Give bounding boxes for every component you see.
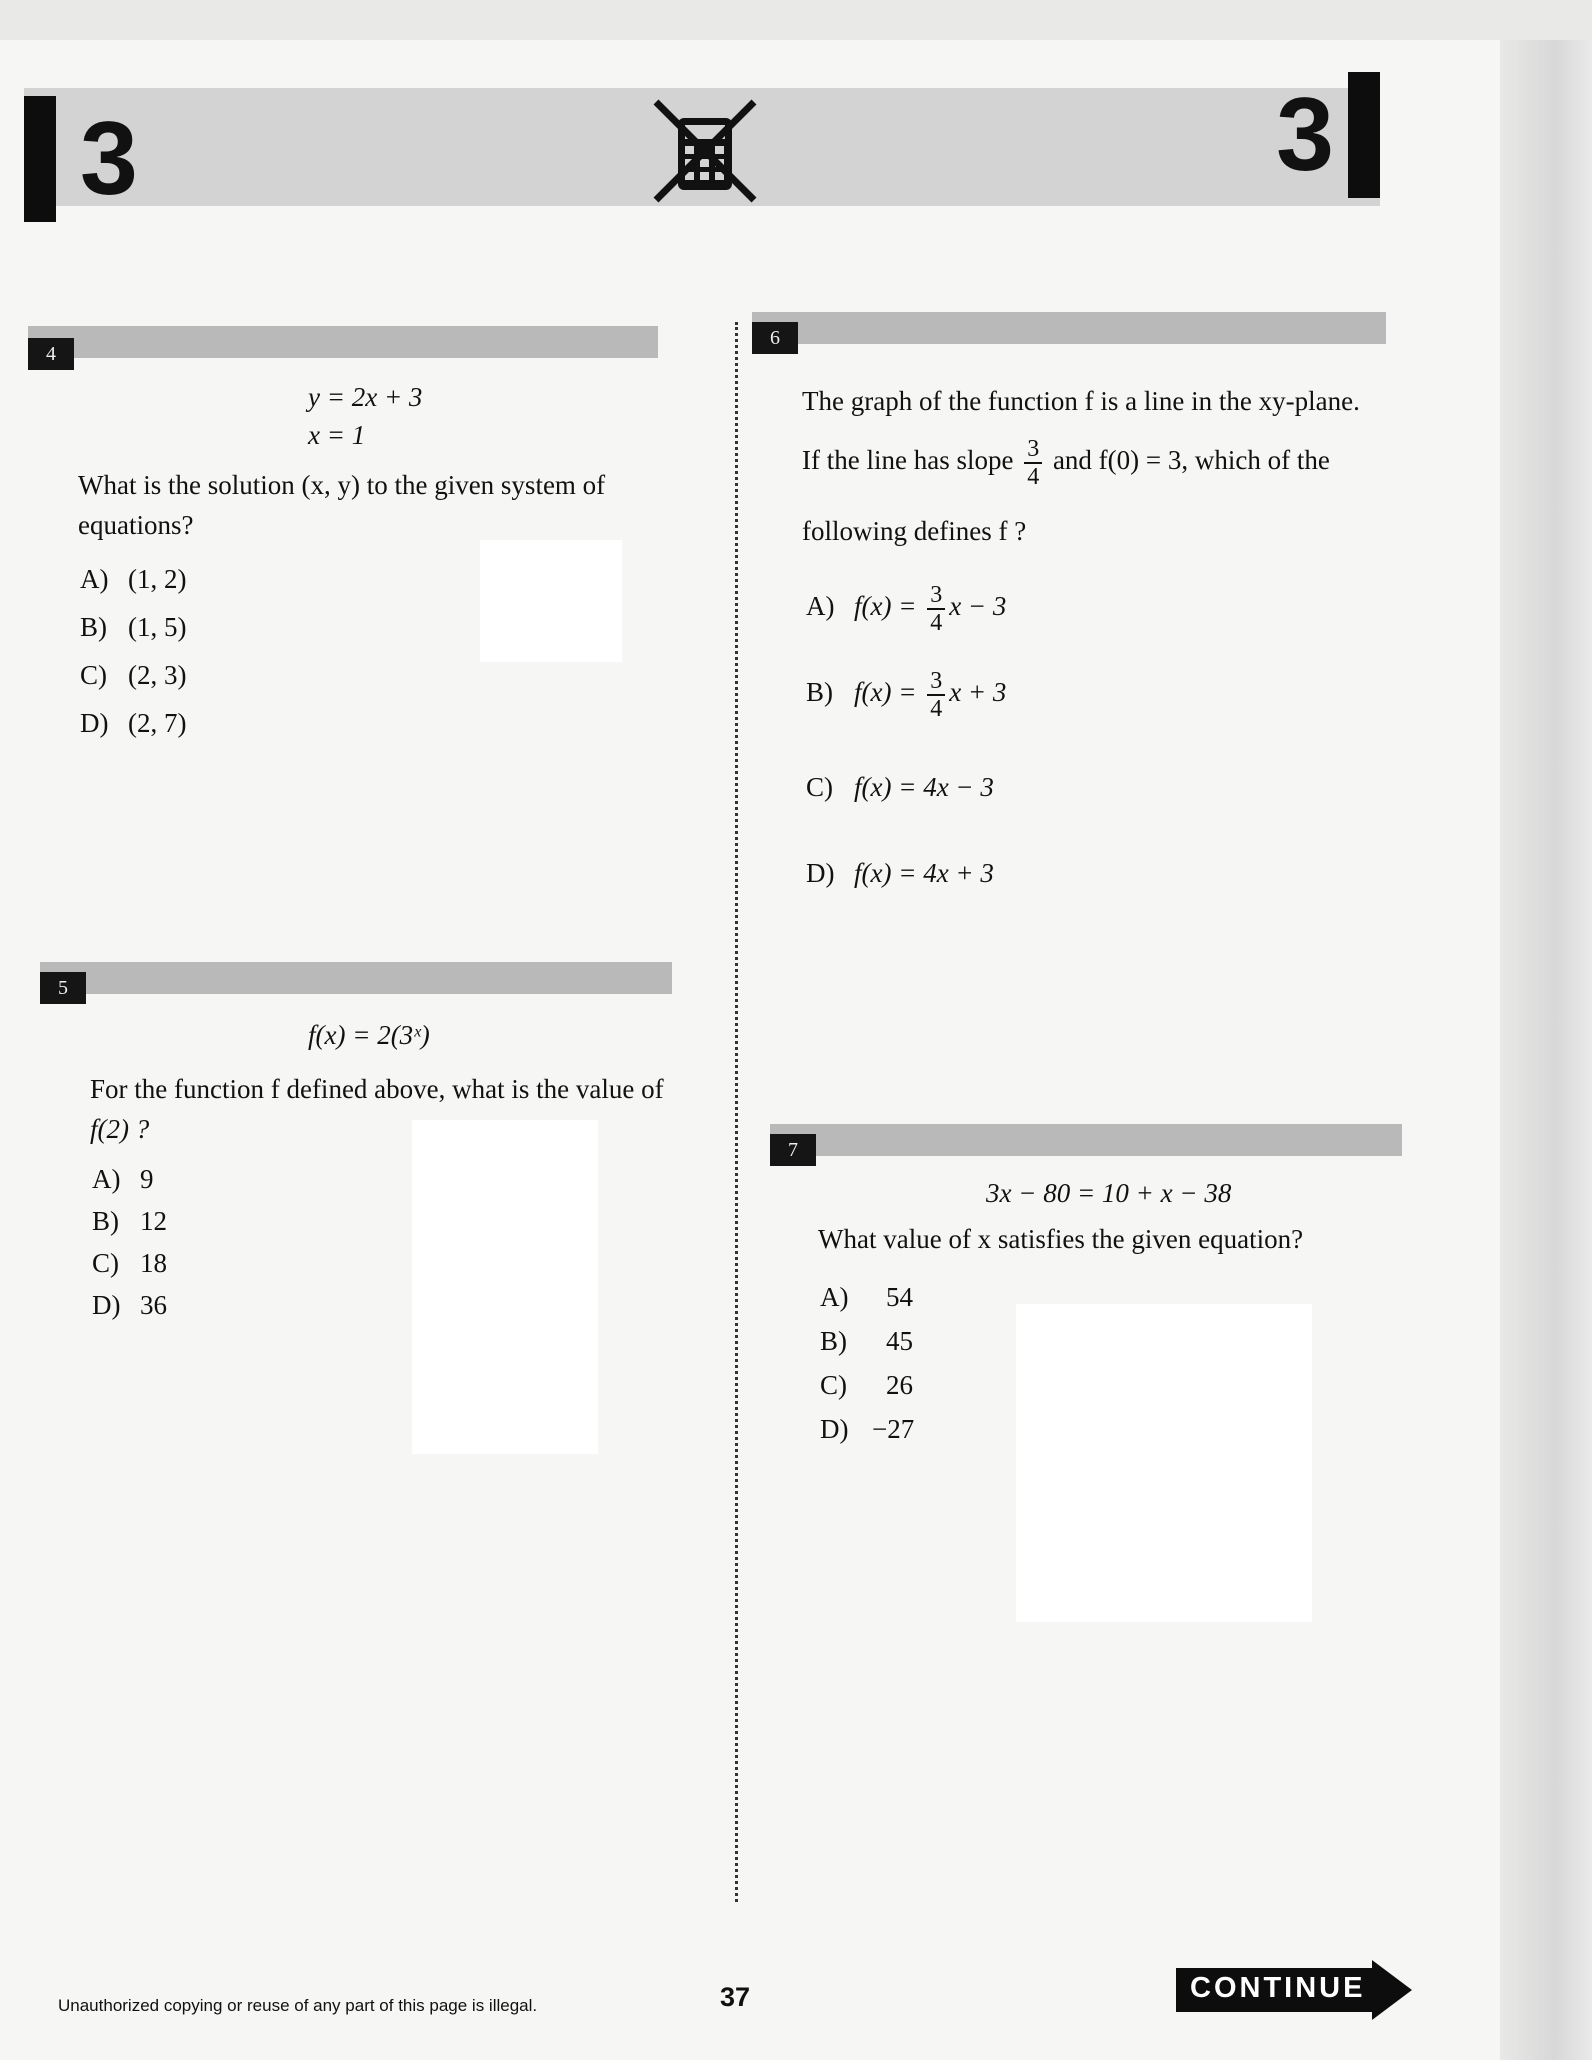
q4-equation-2: x = 1 [308, 420, 366, 450]
option-text: f(x) = 4x + 3 [854, 858, 994, 888]
q7-option-c[interactable] [820, 1370, 913, 1401]
page-number: 37 [720, 1982, 751, 2012]
q7-prompt: What value of x satisfies the given equation? [818, 1224, 1304, 1254]
redaction-box [1016, 1304, 1312, 1622]
question-5-number: 5 [40, 972, 86, 1004]
option-pre: f(x) = [854, 677, 917, 708]
redaction-box [412, 1120, 598, 1454]
q5-option-d[interactable] [92, 1290, 167, 1321]
fraction-numerator: 3 [927, 582, 945, 610]
option-text: 54 [886, 1282, 913, 1312]
option-text: 26 [886, 1370, 913, 1400]
option-fraction [927, 668, 945, 722]
option-label: B) [92, 1206, 119, 1236]
question-7-number: 7 [770, 1134, 816, 1166]
option-label: B) [80, 612, 107, 642]
continue-banner [1176, 1960, 1412, 2020]
option-text: (2, 7) [128, 708, 187, 738]
question-4-bar [28, 326, 658, 358]
option-label: C) [806, 772, 833, 802]
option-text: (1, 5) [128, 612, 187, 642]
q7-option-a[interactable] [820, 1282, 913, 1313]
option-label: A) [806, 591, 835, 622]
fraction-denominator: 4 [1027, 464, 1040, 490]
question-4-number: 4 [28, 338, 74, 370]
option-label: D) [820, 1414, 849, 1444]
option-post: x − 3 [949, 591, 1007, 622]
q4-prompt-line-2: equations? [78, 510, 194, 540]
q6-prompt-post: and f(0) = 3, which of the [1052, 445, 1330, 476]
q5-prompt-line-1: For the function f defined above, what is the value of [90, 1074, 664, 1104]
q6-prompt-pre: If the line has slope [802, 445, 1014, 476]
no-calculator-icon [650, 96, 760, 206]
option-pre: f(x) = [854, 591, 917, 622]
q5-option-a[interactable] [92, 1164, 154, 1195]
q4-option-c[interactable] [80, 660, 186, 691]
option-label: C) [820, 1370, 847, 1400]
q6-option-a[interactable] [806, 582, 1006, 636]
column-divider [735, 322, 738, 1902]
q4-option-a[interactable] [80, 564, 186, 595]
q5-definition: f(x) = 2(3ˣ) [308, 1020, 430, 1050]
option-text: (2, 3) [128, 660, 187, 690]
option-text: −27 [872, 1414, 915, 1444]
option-label: B) [806, 677, 833, 708]
q6-prompt-line-1: The graph of the function f is a line in the xy-plane. [802, 386, 1360, 416]
q5-option-b[interactable] [92, 1206, 167, 1237]
q4-equation-1: y = 2x + 3 [308, 382, 423, 412]
page-edge-shadow [1500, 40, 1592, 2060]
option-label: C) [92, 1248, 119, 1278]
q5-prompt-line-2: f(2) ? [90, 1114, 150, 1144]
section-number-right: 3 [1248, 72, 1380, 198]
q6-prompt-line-2 [802, 436, 1330, 490]
q7-option-b[interactable] [820, 1326, 913, 1357]
option-post: x + 3 [949, 677, 1007, 708]
q7-option-d[interactable] [820, 1414, 914, 1445]
question-6-bar [752, 312, 1386, 344]
option-text: 9 [140, 1164, 154, 1194]
option-text: 12 [140, 1206, 167, 1236]
option-label: D) [80, 708, 109, 738]
option-fraction [927, 582, 945, 636]
q6-option-b[interactable] [806, 668, 1006, 722]
option-text: 45 [886, 1326, 913, 1356]
section-number-left: 3 [24, 96, 148, 222]
option-label: D) [92, 1290, 121, 1320]
fraction-denominator: 4 [930, 610, 943, 636]
q6-option-d[interactable] [806, 858, 994, 889]
option-text: (1, 2) [128, 564, 187, 594]
q6-prompt-line-3: following defines f ? [802, 516, 1027, 546]
q6-option-c[interactable] [806, 772, 994, 803]
option-label: A) [80, 564, 109, 594]
q7-equation: 3x − 80 = 10 + x − 38 [986, 1178, 1232, 1208]
option-text: 18 [140, 1248, 167, 1278]
option-label: B) [820, 1326, 847, 1356]
fraction-numerator: 3 [927, 668, 945, 696]
fraction-denominator: 4 [930, 696, 943, 722]
redaction-box [480, 540, 622, 662]
q5-option-c[interactable] [92, 1248, 167, 1279]
question-7-bar [770, 1124, 1402, 1156]
continue-label: CONTINUE [1190, 1972, 1366, 2004]
question-6-number: 6 [752, 322, 798, 354]
option-text: 36 [140, 1290, 167, 1320]
option-label: C) [80, 660, 107, 690]
q4-option-d[interactable] [80, 708, 186, 739]
option-label: D) [806, 858, 835, 888]
option-label: A) [92, 1164, 121, 1194]
option-text: f(x) = 4x − 3 [854, 772, 994, 802]
q4-prompt-line-1: What is the solution (x, y) to the given system of [78, 470, 606, 500]
fraction-numerator: 3 [1024, 436, 1042, 464]
q4-option-b[interactable] [80, 612, 186, 643]
option-label: A) [820, 1282, 849, 1312]
copyright-notice: Unauthorized copying or reuse of any part of this page is illegal. [58, 1996, 538, 2015]
question-5-bar [40, 962, 672, 994]
slope-fraction [1024, 436, 1042, 490]
